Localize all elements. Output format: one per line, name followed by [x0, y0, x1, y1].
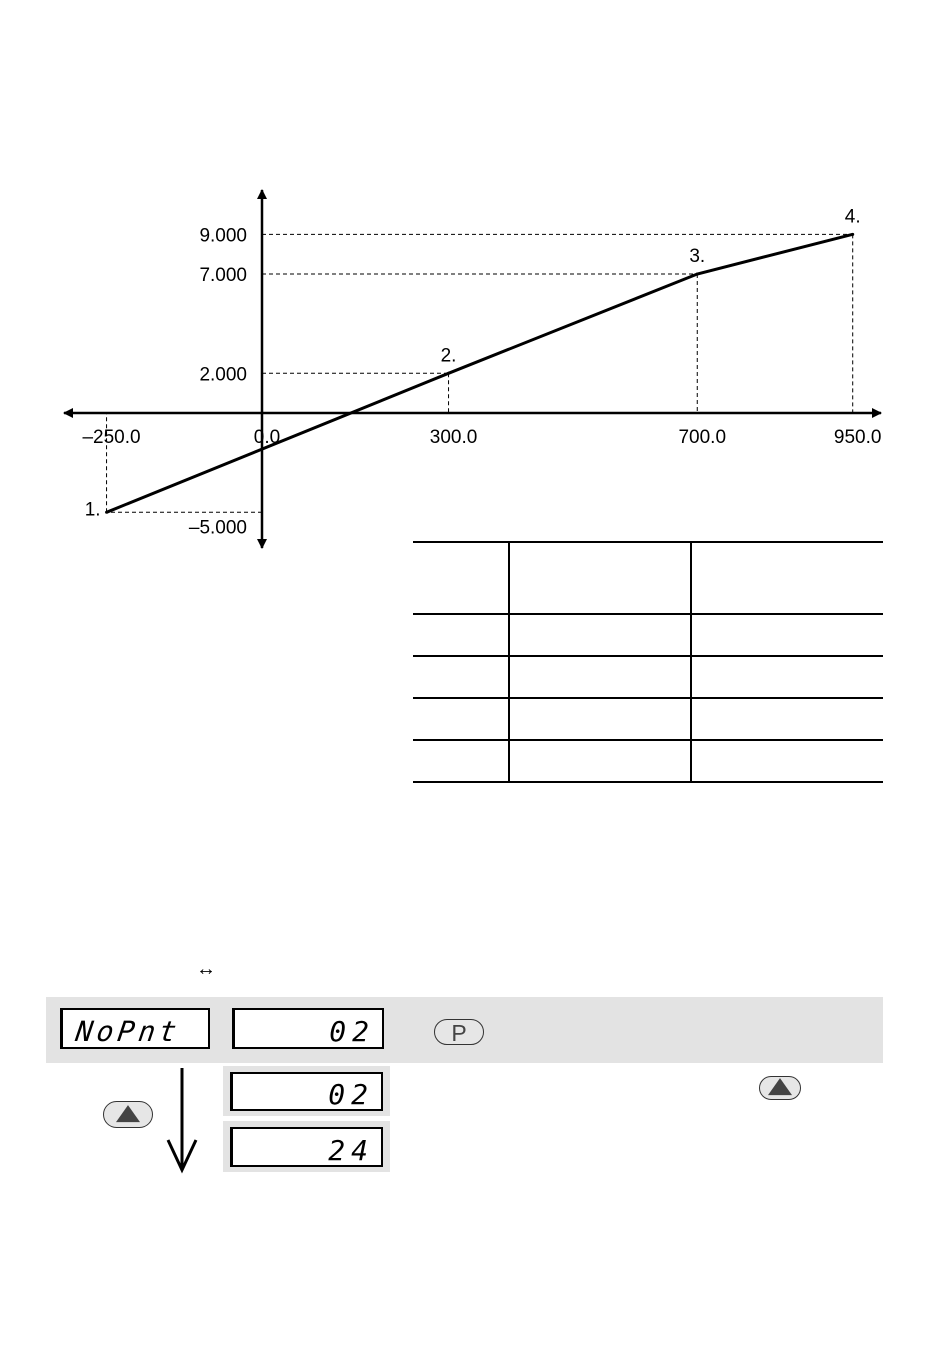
x-tick-labels	[82, 427, 881, 448]
up-key-button-left[interactable]	[103, 1101, 153, 1128]
table-header-row	[413, 542, 883, 614]
table-cell	[509, 542, 691, 614]
table-row	[413, 614, 883, 656]
x-tick-label: 700.0	[678, 427, 727, 448]
table-cell	[413, 656, 509, 698]
data-point-3	[696, 273, 699, 276]
y-tick-label: 7.000	[199, 265, 247, 287]
table-cell	[509, 656, 691, 698]
calibration-line-chart	[0, 0, 950, 560]
p-key-label: P	[451, 1020, 467, 1046]
point-label-3: 3.	[689, 246, 706, 268]
table-row	[413, 698, 883, 740]
swap-arrow-symbol: ↔	[196, 958, 216, 980]
table-cell	[509, 614, 691, 656]
value-display-2-text: 02	[328, 1078, 374, 1111]
param-display-frame	[54, 1003, 216, 1055]
table-cell	[413, 614, 509, 656]
param-display	[60, 1008, 210, 1049]
table-cell	[691, 740, 883, 782]
value-display-frame	[223, 1121, 390, 1172]
y-tick-label: 2.000	[199, 364, 247, 386]
value-display-1-text: 02	[329, 1015, 375, 1048]
point-label-2: 2.	[440, 345, 457, 367]
point-label-4: 4.	[844, 206, 861, 228]
table-cell	[413, 740, 509, 782]
table-cell	[691, 614, 883, 656]
y-tick-label: 9.000	[199, 225, 247, 247]
data-point-4	[851, 233, 854, 236]
x-tick-label: –250.0	[82, 427, 141, 448]
y-tick-label: –5.000	[188, 517, 247, 539]
x-tick-label: 950.0	[833, 427, 882, 448]
value-display-frame	[226, 1003, 390, 1055]
value-display-2	[230, 1072, 383, 1111]
breakpoint-table	[413, 541, 883, 783]
up-triangle-icon	[116, 1105, 140, 1122]
x-tick-label: 300.0	[429, 427, 478, 448]
table-row	[413, 656, 883, 698]
down-arrow-icon	[166, 1068, 198, 1174]
value-display-3	[230, 1127, 383, 1167]
x-tick-label: 0.0	[253, 427, 281, 448]
up-triangle-icon	[768, 1078, 792, 1095]
value-display-frame	[223, 1066, 390, 1116]
up-key-button[interactable]	[759, 1076, 801, 1100]
p-key-button[interactable]	[434, 1019, 484, 1045]
table-cell	[691, 542, 883, 614]
table-row	[413, 740, 883, 782]
table-cell	[691, 698, 883, 740]
data-point-1	[105, 511, 108, 514]
value-display-1	[232, 1008, 384, 1049]
data-point-2	[447, 372, 450, 375]
point-label-1: 1.	[84, 499, 101, 521]
table-cell	[413, 542, 509, 614]
y-tick-labels	[189, 225, 247, 538]
value-display-3-text: 24	[328, 1134, 374, 1167]
table-cell	[413, 698, 509, 740]
param-display-text: NoPnt	[73, 1015, 183, 1048]
table-cell	[691, 656, 883, 698]
table-cell	[509, 740, 691, 782]
table-cell	[509, 698, 691, 740]
